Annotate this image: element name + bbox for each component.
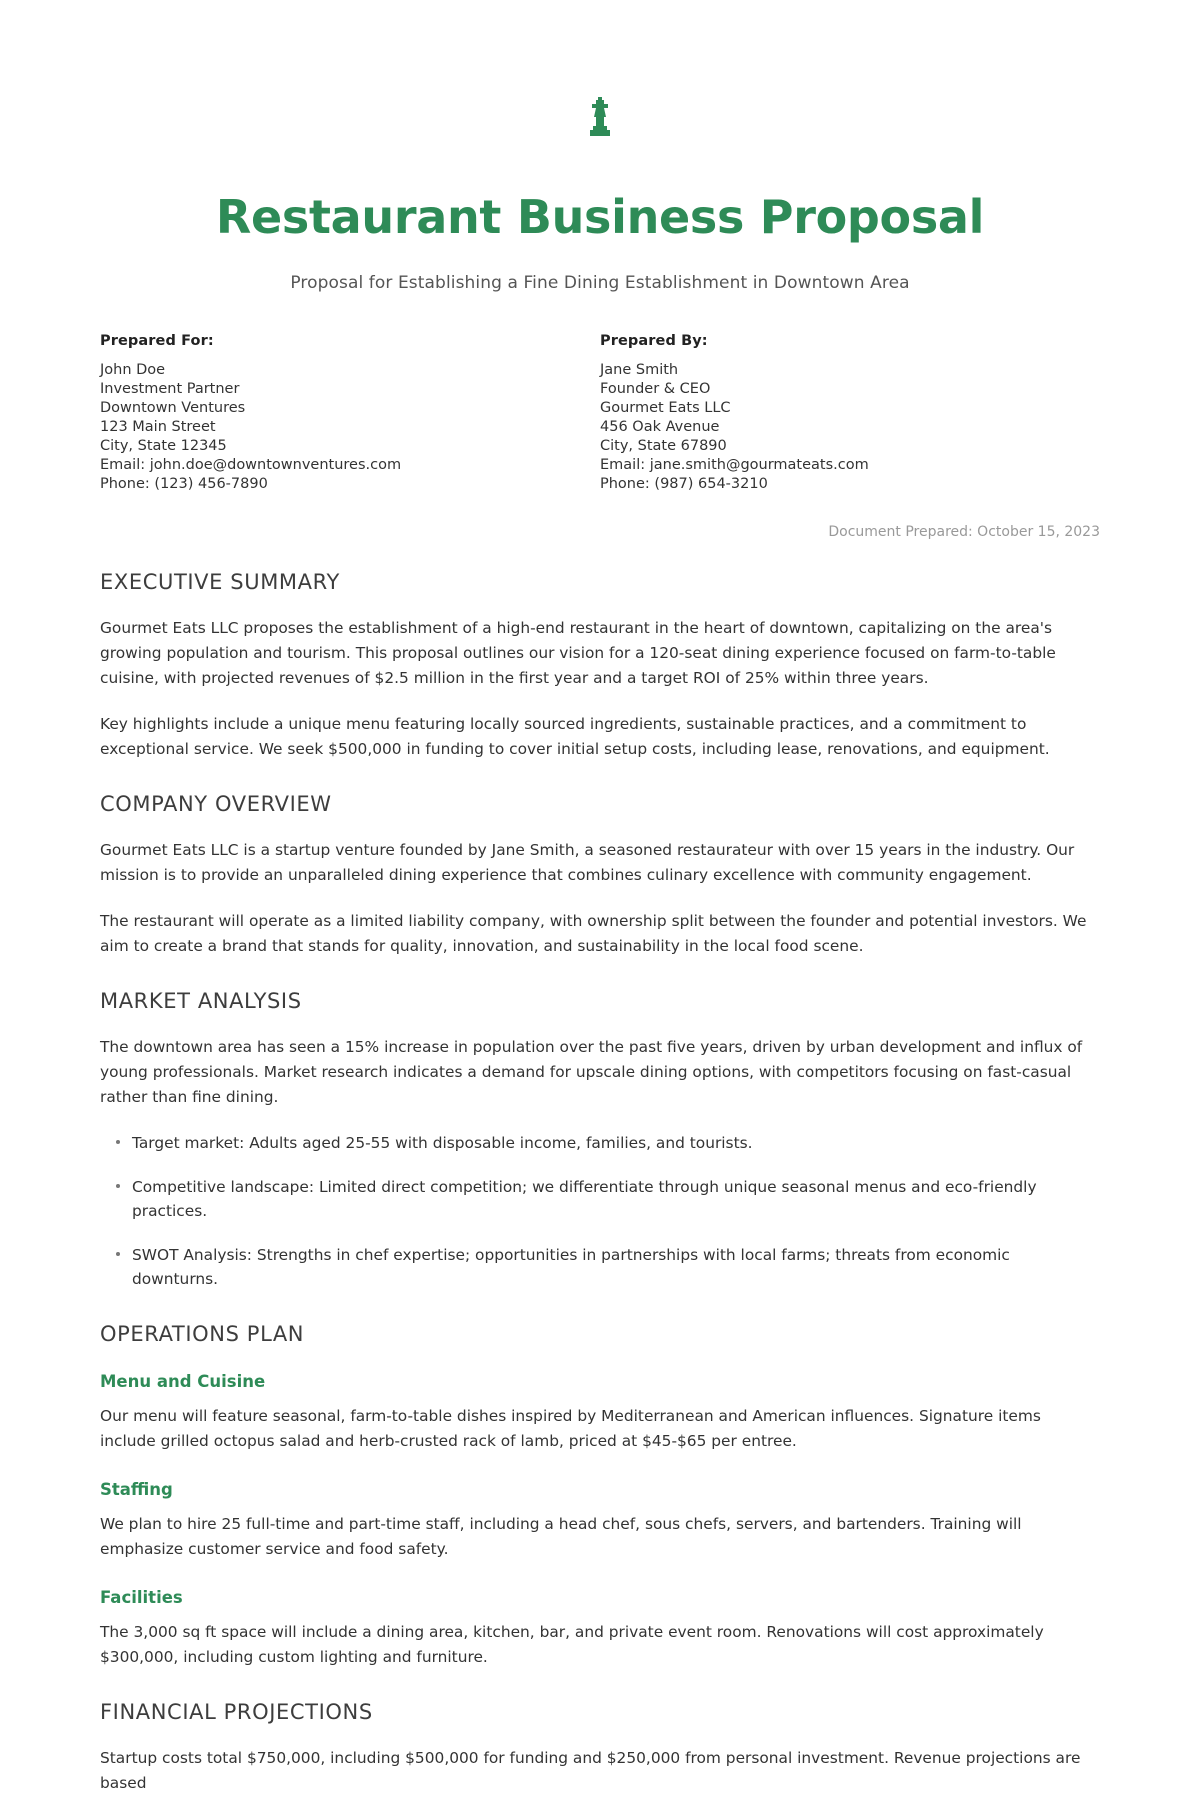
party-line: Phone: (987) 654-3210	[600, 476, 768, 493]
party-line: Phone: (123) 456-7890	[100, 476, 268, 493]
subsection-paragraph: The 3,000 sq ft space will include a dining area, kitchen, bar, and private event room. Renovations will cost approximately $300,000, including custom lighting and furniture.	[100, 1622, 1044, 1666]
party-line: Downtown Ventures	[100, 399, 246, 416]
prepared-by-lines	[600, 361, 1080, 495]
party-line: Investment Partner	[100, 380, 240, 397]
document-masthead	[100, 0, 1100, 293]
party-line: Founder & CEO	[600, 380, 711, 397]
prepared-for-lines	[100, 361, 580, 495]
party-line: 456 Oak Avenue	[600, 418, 720, 435]
section-heading: EXECUTIVE SUMMARY	[100, 570, 340, 595]
section-company-overview	[100, 792, 1100, 959]
bullet-dot-icon	[116, 1184, 120, 1188]
prepared-by-label: Prepared By:	[600, 332, 708, 349]
document-date: Document Prepared: October 15, 2023	[828, 524, 1100, 541]
section-paragraph: The downtown area has seen a 15% increase in population over the past five years, driven by urban development and influx of young professionals. Market research indicates a demand for upscale dining options, with competitors focusing on fast-casual rather than fine dining.	[100, 1038, 1083, 1106]
party-line: 123 Main Street	[100, 418, 216, 435]
section-paragraph: Gourmet Eats LLC proposes the establishment of a high-end restaurant in the heart of downtown, capitalizing on the area's growing population and tourism. This proposal outlines our vision for a 120-seat dining experience focused on farm-to-table cuisine, with projected revenues of $2.5 million in the first year and a target ROI of 25% within three years.	[100, 619, 1056, 688]
prepared-for-block	[100, 333, 600, 495]
prepared-by-block	[600, 333, 1100, 495]
bullet-dot-icon	[116, 1140, 120, 1144]
party-line: Email: jane.smith@gourmateats.com	[600, 457, 869, 474]
party-line: John Doe	[100, 361, 166, 378]
page-subtitle: Proposal for Establishing a Fine Dining Establishment in Downtown Area	[290, 272, 910, 293]
list-item: Competitive landscape: Limited direct competition; we differentiate through unique seasonal menus and eco-friendly practices.	[100, 1175, 1100, 1224]
party-line: Jane Smith	[600, 361, 679, 378]
prepared-for-label: Prepared For:	[100, 332, 214, 349]
section-paragraph: Startup costs total $750,000, including $500,000 for funding and $250,000 from personal investment. Revenue projections are based	[100, 1748, 1081, 1792]
list-item: Target market: Adults aged 25-55 with disposable income, families, and tourists.	[100, 1131, 1100, 1156]
page-title: Restaurant Business Proposal	[215, 190, 985, 244]
party-line: Gourmet Eats LLC	[600, 399, 731, 416]
bullet-dot-icon	[116, 1252, 120, 1256]
section-executive-summary	[100, 570, 1100, 762]
document-sections	[100, 570, 1100, 1795]
party-line: Email: john.doe@downtownventures.com	[100, 457, 402, 474]
parties-block	[100, 333, 1100, 495]
party-line: City, State 67890	[600, 438, 727, 455]
section-heading: MARKET ANALYSIS	[100, 989, 302, 1014]
section-bullet-list	[100, 1131, 1100, 1292]
subsection-heading-menu-and-cuisine: Menu and Cuisine	[100, 1372, 266, 1392]
section-heading: OPERATIONS PLAN	[100, 1322, 305, 1347]
subsection-heading-staffing: Staffing	[100, 1480, 173, 1500]
subsection-heading-facilities: Facilities	[100, 1587, 183, 1607]
list-item: SWOT Analysis: Strengths in chef expertise; opportunities in partnerships with local farms; threats from economic downturns.	[100, 1243, 1100, 1292]
section-paragraph: Gourmet Eats LLC is a startup venture founded by Jane Smith, a seasoned restaurateur with over 15 years in the industry. Our mission is to provide an unparalleled dining experience that combines culinary excellence with community engagement.	[100, 841, 1075, 885]
chess-piece-icon	[583, 96, 617, 140]
section-operations-plan	[100, 1322, 1100, 1670]
subsection-paragraph: We plan to hire 25 full-time and part-time staff, including a head chef, sous chefs, servers, and bartenders. Training will emphasize customer service and food safety.	[100, 1515, 1022, 1558]
section-financial-projections	[100, 1700, 1100, 1796]
section-market-analysis	[100, 989, 1100, 1292]
subsection-paragraph: Our menu will feature seasonal, farm-to-table dishes inspired by Mediterranean and American influences. Signature items include grilled octopus salad and herb-crusted rack of lamb, priced at $45-$65 per entree.	[100, 1407, 1041, 1451]
section-paragraph: Key highlights include a unique menu featuring locally sourced ingredients, sustainable practices, and a commitment to exceptional service. We seek $500,000 in funding to cover initial setup costs, including lease, renovations, and equipment.	[100, 715, 1050, 759]
section-heading: COMPANY OVERVIEW	[100, 792, 332, 817]
party-line: City, State 12345	[100, 438, 227, 455]
section-heading: FINANCIAL PROJECTIONS	[100, 1699, 373, 1724]
section-paragraph: The restaurant will operate as a limited liability company, with ownership split between the founder and potential investors. We aim to create a brand that stands for quality, innovation, and sustainability in the local food scene.	[100, 912, 1087, 956]
